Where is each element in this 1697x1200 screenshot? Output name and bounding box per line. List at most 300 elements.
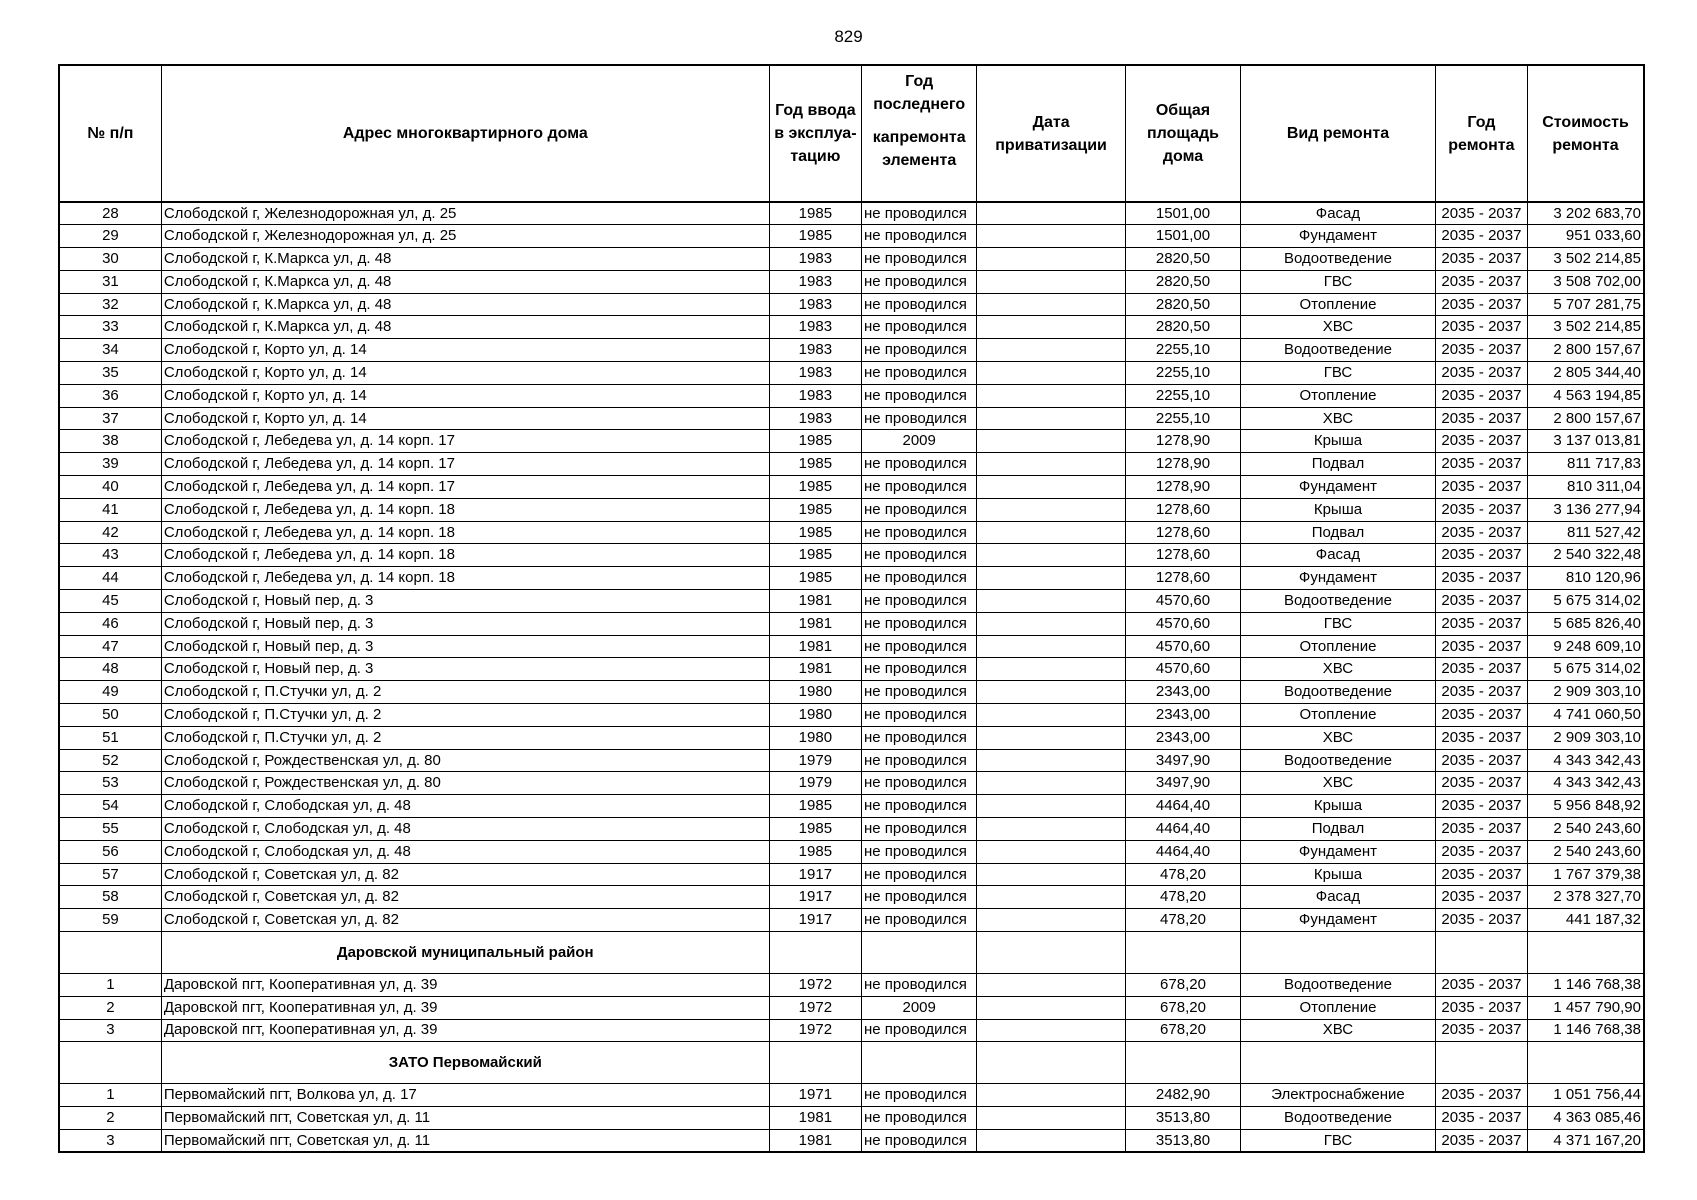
cell-repair-type: ХВС xyxy=(1241,316,1436,339)
cell-year-built: 1985 xyxy=(769,795,861,818)
cell-repair-type: Отопление xyxy=(1241,384,1436,407)
cell-address: Слободской г, Корто ул, д. 14 xyxy=(161,384,769,407)
table-row xyxy=(59,362,1644,385)
cell-num: 41 xyxy=(59,498,161,521)
cell-area: 4464,40 xyxy=(1125,795,1240,818)
table-row xyxy=(59,863,1644,886)
section-title: ЗАТО Первомайский xyxy=(161,1042,769,1084)
cell-last-repair: не проводился xyxy=(862,453,977,476)
cell-cost: 810 311,04 xyxy=(1528,476,1644,499)
cell-last-repair: не проводился xyxy=(862,248,977,271)
cell-area: 4570,60 xyxy=(1125,635,1240,658)
cell-area: 1501,00 xyxy=(1125,202,1240,225)
cell-area: 1501,00 xyxy=(1125,225,1240,248)
cell-area: 678,20 xyxy=(1125,1019,1240,1042)
cell-year-built: 1981 xyxy=(769,635,861,658)
cell-last-repair: не проводился xyxy=(862,612,977,635)
cell-last-repair: не проводился xyxy=(862,726,977,749)
cell-address: Даровской пгт, Кооперативная ул, д. 39 xyxy=(161,996,769,1019)
cell-cost: 3 137 013,81 xyxy=(1528,430,1644,453)
cell-num: 30 xyxy=(59,248,161,271)
cell-address: Слободской г, К.Маркса ул, д. 48 xyxy=(161,316,769,339)
cell-num: 39 xyxy=(59,453,161,476)
table-row xyxy=(59,726,1644,749)
cell-area: 1278,90 xyxy=(1125,453,1240,476)
cell-repair-period: 2035 - 2037 xyxy=(1435,498,1527,521)
cell-repair-type: ХВС xyxy=(1241,1019,1436,1042)
cell-last-repair: не проводился xyxy=(862,840,977,863)
cell-repair-type: Крыша xyxy=(1241,795,1436,818)
cell-repair-type: Водоотведение xyxy=(1241,749,1436,772)
cell-privatization xyxy=(977,476,1125,499)
cell-area: 2255,10 xyxy=(1125,339,1240,362)
cell-privatization xyxy=(977,658,1125,681)
cell-area: 678,20 xyxy=(1125,974,1240,997)
cell-num: 48 xyxy=(59,658,161,681)
cell-last-repair: не проводился xyxy=(862,658,977,681)
cell-cost: 810 120,96 xyxy=(1528,567,1644,590)
cell-cost: 441 187,32 xyxy=(1528,909,1644,932)
cell-last-repair: не проводился xyxy=(862,407,977,430)
table-row xyxy=(59,996,1644,1019)
table-row xyxy=(59,407,1644,430)
cell-area: 1278,60 xyxy=(1125,544,1240,567)
table-row xyxy=(59,430,1644,453)
cell-repair-type: Подвал xyxy=(1241,521,1436,544)
cell-area: 678,20 xyxy=(1125,996,1240,1019)
cell-cost: 3 202 683,70 xyxy=(1528,202,1644,225)
header-last-repair-line1: Год последнего xyxy=(873,73,966,113)
cell-repair-period: 2035 - 2037 xyxy=(1435,1129,1527,1152)
cell-year-built: 1983 xyxy=(769,384,861,407)
cell-address: Слободской г, Новый пер, д. 3 xyxy=(161,658,769,681)
cell-address: Слободской г, Новый пер, д. 3 xyxy=(161,612,769,635)
cell-year-built: 1917 xyxy=(769,909,861,932)
cell-privatization xyxy=(977,339,1125,362)
cell-last-repair: не проводился xyxy=(862,567,977,590)
cell-cost: 2 540 243,60 xyxy=(1528,840,1644,863)
cell-year-built: 1972 xyxy=(769,974,861,997)
cell-num: 51 xyxy=(59,726,161,749)
cell-privatization xyxy=(977,726,1125,749)
cell-year-built: 1979 xyxy=(769,749,861,772)
cell-repair-type: Фасад xyxy=(1241,202,1436,225)
cell-repair-period: 2035 - 2037 xyxy=(1435,681,1527,704)
cell-year-built: 1985 xyxy=(769,453,861,476)
section-empty-cell xyxy=(1241,1042,1436,1084)
section-empty-cell xyxy=(977,1042,1125,1084)
cell-address: Слободской г, Рождественская ул, д. 80 xyxy=(161,749,769,772)
cell-cost: 2 800 157,67 xyxy=(1528,407,1644,430)
cell-repair-type: Отопление xyxy=(1241,704,1436,727)
cell-area: 4570,60 xyxy=(1125,590,1240,613)
cell-num: 1 xyxy=(59,1084,161,1107)
cell-privatization xyxy=(977,202,1125,225)
cell-repair-type: ХВС xyxy=(1241,726,1436,749)
cell-privatization xyxy=(977,293,1125,316)
cell-repair-period: 2035 - 2037 xyxy=(1435,590,1527,613)
cell-year-built: 1983 xyxy=(769,248,861,271)
cell-num: 31 xyxy=(59,270,161,293)
cell-address: Слободской г, П.Стучки ул, д. 2 xyxy=(161,681,769,704)
cell-year-built: 1981 xyxy=(769,658,861,681)
cell-repair-type: ХВС xyxy=(1241,407,1436,430)
cell-year-built: 1983 xyxy=(769,270,861,293)
cell-last-repair: не проводился xyxy=(862,316,977,339)
cell-year-built: 1980 xyxy=(769,681,861,704)
cell-num: 2 xyxy=(59,1107,161,1130)
cell-cost: 3 502 214,85 xyxy=(1528,248,1644,271)
cell-repair-period: 2035 - 2037 xyxy=(1435,886,1527,909)
cell-address: Слободской г, Корто ул, д. 14 xyxy=(161,339,769,362)
repair-program-table xyxy=(58,64,1645,1153)
cell-repair-period: 2035 - 2037 xyxy=(1435,293,1527,316)
cell-cost: 2 805 344,40 xyxy=(1528,362,1644,385)
cell-last-repair: 2009 xyxy=(862,996,977,1019)
cell-repair-period: 2035 - 2037 xyxy=(1435,658,1527,681)
cell-area: 2343,00 xyxy=(1125,726,1240,749)
cell-address: Слободской г, Слободская ул, д. 48 xyxy=(161,795,769,818)
table-row xyxy=(59,795,1644,818)
cell-privatization xyxy=(977,909,1125,932)
cell-area: 4464,40 xyxy=(1125,818,1240,841)
cell-repair-period: 2035 - 2037 xyxy=(1435,202,1527,225)
cell-last-repair: не проводился xyxy=(862,863,977,886)
cell-cost: 9 248 609,10 xyxy=(1528,635,1644,658)
cell-last-repair: не проводился xyxy=(862,498,977,521)
cell-cost: 4 563 194,85 xyxy=(1528,384,1644,407)
cell-num: 59 xyxy=(59,909,161,932)
cell-last-repair: не проводился xyxy=(862,909,977,932)
cell-privatization xyxy=(977,430,1125,453)
table-row xyxy=(59,909,1644,932)
cell-repair-period: 2035 - 2037 xyxy=(1435,225,1527,248)
cell-privatization xyxy=(977,521,1125,544)
table-row xyxy=(59,202,1644,225)
table-row xyxy=(59,1129,1644,1152)
cell-year-built: 1983 xyxy=(769,293,861,316)
cell-cost: 5 675 314,02 xyxy=(1528,658,1644,681)
cell-repair-period: 2035 - 2037 xyxy=(1435,248,1527,271)
cell-repair-type: Водоотведение xyxy=(1241,590,1436,613)
cell-last-repair: не проводился xyxy=(862,339,977,362)
cell-address: Слободской г, Советская ул, д. 82 xyxy=(161,863,769,886)
cell-last-repair: не проводился xyxy=(862,270,977,293)
cell-num: 49 xyxy=(59,681,161,704)
cell-repair-period: 2035 - 2037 xyxy=(1435,772,1527,795)
cell-area: 4570,60 xyxy=(1125,658,1240,681)
cell-privatization xyxy=(977,772,1125,795)
cell-last-repair: не проводился xyxy=(862,681,977,704)
cell-address: Первомайский пгт, Советская ул, д. 11 xyxy=(161,1129,769,1152)
cell-repair-type: Водоотведение xyxy=(1241,248,1436,271)
table-row xyxy=(59,681,1644,704)
cell-num: 52 xyxy=(59,749,161,772)
cell-privatization xyxy=(977,316,1125,339)
cell-cost: 5 685 826,40 xyxy=(1528,612,1644,635)
table-row xyxy=(59,840,1644,863)
cell-last-repair: не проводился xyxy=(862,202,977,225)
section-empty-cell xyxy=(1125,1042,1240,1084)
cell-num: 56 xyxy=(59,840,161,863)
cell-privatization xyxy=(977,1107,1125,1130)
table-row xyxy=(59,544,1644,567)
cell-repair-type: Фасад xyxy=(1241,886,1436,909)
cell-address: Слободской г, К.Маркса ул, д. 48 xyxy=(161,293,769,316)
header-cost: Стоимость ремонта xyxy=(1528,65,1644,202)
cell-repair-period: 2035 - 2037 xyxy=(1435,612,1527,635)
cell-repair-type: ГВС xyxy=(1241,270,1436,293)
cell-repair-period: 2035 - 2037 xyxy=(1435,1019,1527,1042)
section-empty-cell xyxy=(1435,1042,1527,1084)
cell-repair-type: Фундамент xyxy=(1241,840,1436,863)
cell-repair-type: Отопление xyxy=(1241,635,1436,658)
table-row xyxy=(59,339,1644,362)
cell-repair-type: ХВС xyxy=(1241,658,1436,681)
cell-address: Слободской г, П.Стучки ул, д. 2 xyxy=(161,726,769,749)
cell-last-repair: не проводился xyxy=(862,1129,977,1152)
table-row xyxy=(59,974,1644,997)
cell-area: 4464,40 xyxy=(1125,840,1240,863)
cell-cost: 2 909 303,10 xyxy=(1528,681,1644,704)
cell-repair-period: 2035 - 2037 xyxy=(1435,362,1527,385)
cell-address: Слободской г, Новый пер, д. 3 xyxy=(161,590,769,613)
cell-repair-period: 2035 - 2037 xyxy=(1435,749,1527,772)
cell-area: 2343,00 xyxy=(1125,681,1240,704)
cell-year-built: 1985 xyxy=(769,430,861,453)
cell-repair-type: Водоотведение xyxy=(1241,1107,1436,1130)
cell-repair-type: Подвал xyxy=(1241,818,1436,841)
cell-repair-type: Фундамент xyxy=(1241,567,1436,590)
cell-privatization xyxy=(977,498,1125,521)
cell-cost: 1 457 790,90 xyxy=(1528,996,1644,1019)
table-row xyxy=(59,612,1644,635)
cell-address: Первомайский пгт, Волкова ул, д. 17 xyxy=(161,1084,769,1107)
cell-address: Слободской г, Советская ул, д. 82 xyxy=(161,886,769,909)
table-row xyxy=(59,293,1644,316)
cell-privatization xyxy=(977,886,1125,909)
cell-year-built: 1983 xyxy=(769,407,861,430)
cell-year-built: 1981 xyxy=(769,1129,861,1152)
cell-num: 32 xyxy=(59,293,161,316)
cell-year-built: 1985 xyxy=(769,567,861,590)
cell-repair-type: ХВС xyxy=(1241,772,1436,795)
cell-repair-period: 2035 - 2037 xyxy=(1435,384,1527,407)
cell-area: 1278,60 xyxy=(1125,498,1240,521)
cell-last-repair: 2009 xyxy=(862,430,977,453)
cell-year-built: 1985 xyxy=(769,521,861,544)
cell-address: Слободской г, Корто ул, д. 14 xyxy=(161,407,769,430)
cell-year-built: 1985 xyxy=(769,840,861,863)
cell-address: Первомайский пгт, Советская ул, д. 11 xyxy=(161,1107,769,1130)
cell-privatization xyxy=(977,544,1125,567)
cell-last-repair: не проводился xyxy=(862,772,977,795)
cell-cost: 1 767 379,38 xyxy=(1528,863,1644,886)
cell-repair-period: 2035 - 2037 xyxy=(1435,840,1527,863)
cell-num: 58 xyxy=(59,886,161,909)
cell-area: 2820,50 xyxy=(1125,293,1240,316)
table-row xyxy=(59,567,1644,590)
header-last-repair-line2: капремонта элемента xyxy=(872,129,966,169)
cell-last-repair: не проводился xyxy=(862,749,977,772)
cell-privatization xyxy=(977,996,1125,1019)
cell-last-repair: не проводился xyxy=(862,521,977,544)
table-row xyxy=(59,1107,1644,1130)
cell-privatization xyxy=(977,818,1125,841)
cell-num: 38 xyxy=(59,430,161,453)
cell-privatization xyxy=(977,681,1125,704)
cell-address: Слободской г, К.Маркса ул, д. 48 xyxy=(161,248,769,271)
header-privatization: Дата приватизации xyxy=(977,65,1125,202)
cell-year-built: 1983 xyxy=(769,339,861,362)
cell-repair-period: 2035 - 2037 xyxy=(1435,339,1527,362)
table-row xyxy=(59,635,1644,658)
cell-area: 2255,10 xyxy=(1125,362,1240,385)
cell-area: 2820,50 xyxy=(1125,248,1240,271)
cell-repair-period: 2035 - 2037 xyxy=(1435,476,1527,499)
cell-repair-type: Электроснабжение xyxy=(1241,1084,1436,1107)
cell-num: 29 xyxy=(59,225,161,248)
section-empty-cell xyxy=(977,932,1125,974)
cell-address: Слободской г, Слободская ул, д. 48 xyxy=(161,840,769,863)
cell-area: 2255,10 xyxy=(1125,384,1240,407)
cell-privatization xyxy=(977,1129,1125,1152)
cell-privatization xyxy=(977,863,1125,886)
cell-repair-period: 2035 - 2037 xyxy=(1435,521,1527,544)
cell-cost: 4 363 085,46 xyxy=(1528,1107,1644,1130)
cell-area: 1278,90 xyxy=(1125,476,1240,499)
cell-repair-type: Крыша xyxy=(1241,863,1436,886)
cell-repair-type: Отопление xyxy=(1241,996,1436,1019)
cell-privatization xyxy=(977,1019,1125,1042)
cell-cost: 3 508 702,00 xyxy=(1528,270,1644,293)
cell-last-repair: не проводился xyxy=(862,1084,977,1107)
cell-repair-period: 2035 - 2037 xyxy=(1435,818,1527,841)
cell-cost: 3 502 214,85 xyxy=(1528,316,1644,339)
cell-year-built: 1981 xyxy=(769,1107,861,1130)
section-empty-cell xyxy=(769,932,861,974)
cell-address: Слободской г, Лебедева ул, д. 14 корп. 18 xyxy=(161,567,769,590)
cell-repair-period: 2035 - 2037 xyxy=(1435,407,1527,430)
cell-num: 3 xyxy=(59,1019,161,1042)
section-empty-cell xyxy=(1435,932,1527,974)
cell-address: Слободской г, Слободская ул, д. 48 xyxy=(161,818,769,841)
cell-num: 40 xyxy=(59,476,161,499)
cell-cost: 2 378 327,70 xyxy=(1528,886,1644,909)
section-header-darovskoy xyxy=(59,932,1644,974)
cell-last-repair: не проводился xyxy=(862,590,977,613)
cell-address: Слободской г, Лебедева ул, д. 14 корп. 18 xyxy=(161,521,769,544)
cell-privatization xyxy=(977,590,1125,613)
cell-privatization xyxy=(977,407,1125,430)
cell-area: 2255,10 xyxy=(1125,407,1240,430)
cell-address: Слободской г, Лебедева ул, д. 14 корп. 18 xyxy=(161,544,769,567)
cell-last-repair: не проводился xyxy=(862,1019,977,1042)
cell-cost: 951 033,60 xyxy=(1528,225,1644,248)
cell-area: 4570,60 xyxy=(1125,612,1240,635)
cell-address: Слободской г, Лебедева ул, д. 14 корп. 17 xyxy=(161,476,769,499)
cell-cost: 811 717,83 xyxy=(1528,453,1644,476)
table-row xyxy=(59,270,1644,293)
table-row xyxy=(59,248,1644,271)
cell-last-repair: не проводился xyxy=(862,225,977,248)
cell-repair-period: 2035 - 2037 xyxy=(1435,544,1527,567)
cell-privatization xyxy=(977,704,1125,727)
cell-num: 43 xyxy=(59,544,161,567)
cell-cost: 2 909 303,10 xyxy=(1528,726,1644,749)
cell-num: 54 xyxy=(59,795,161,818)
table-row xyxy=(59,316,1644,339)
cell-privatization xyxy=(977,453,1125,476)
cell-num: 33 xyxy=(59,316,161,339)
cell-area: 3497,90 xyxy=(1125,772,1240,795)
header-row xyxy=(59,65,1644,202)
cell-repair-period: 2035 - 2037 xyxy=(1435,316,1527,339)
cell-year-built: 1972 xyxy=(769,996,861,1019)
cell-year-built: 1917 xyxy=(769,886,861,909)
cell-year-built: 1983 xyxy=(769,316,861,339)
cell-repair-type: Крыша xyxy=(1241,498,1436,521)
cell-year-built: 1985 xyxy=(769,544,861,567)
cell-area: 2482,90 xyxy=(1125,1084,1240,1107)
cell-repair-period: 2035 - 2037 xyxy=(1435,453,1527,476)
cell-last-repair: не проводился xyxy=(862,635,977,658)
cell-last-repair: не проводился xyxy=(862,544,977,567)
cell-year-built: 1980 xyxy=(769,704,861,727)
section-empty-cell xyxy=(1125,932,1240,974)
cell-last-repair: не проводился xyxy=(862,476,977,499)
cell-cost: 3 136 277,94 xyxy=(1528,498,1644,521)
cell-num: 46 xyxy=(59,612,161,635)
cell-area: 2343,00 xyxy=(1125,704,1240,727)
cell-repair-period: 2035 - 2037 xyxy=(1435,726,1527,749)
table-row xyxy=(59,886,1644,909)
cell-num: 28 xyxy=(59,202,161,225)
cell-area: 3513,80 xyxy=(1125,1107,1240,1130)
cell-address: Слободской г, П.Стучки ул, д. 2 xyxy=(161,704,769,727)
cell-num: 36 xyxy=(59,384,161,407)
page-number: 829 xyxy=(834,27,863,46)
cell-privatization xyxy=(977,384,1125,407)
cell-year-built: 1985 xyxy=(769,225,861,248)
cell-repair-type: ГВС xyxy=(1241,362,1436,385)
header-num: № п/п xyxy=(59,65,161,202)
cell-privatization xyxy=(977,635,1125,658)
cell-repair-period: 2035 - 2037 xyxy=(1435,704,1527,727)
table-row xyxy=(59,476,1644,499)
cell-cost: 5 956 848,92 xyxy=(1528,795,1644,818)
section-empty-cell xyxy=(1528,932,1644,974)
cell-repair-period: 2035 - 2037 xyxy=(1435,1107,1527,1130)
cell-year-built: 1917 xyxy=(769,863,861,886)
cell-last-repair: не проводился xyxy=(862,818,977,841)
cell-cost: 5 707 281,75 xyxy=(1528,293,1644,316)
table-row xyxy=(59,225,1644,248)
cell-year-built: 1985 xyxy=(769,818,861,841)
table-row xyxy=(59,384,1644,407)
cell-repair-type: Водоотведение xyxy=(1241,974,1436,997)
cell-cost: 5 675 314,02 xyxy=(1528,590,1644,613)
table-row xyxy=(59,818,1644,841)
cell-repair-type: Крыша xyxy=(1241,430,1436,453)
cell-address: Слободской г, Железнодорожная ул, д. 25 xyxy=(161,202,769,225)
section-header-pervomaysky xyxy=(59,1042,1644,1084)
cell-address: Слободской г, Рождественская ул, д. 80 xyxy=(161,772,769,795)
cell-year-built: 1981 xyxy=(769,590,861,613)
cell-year-built: 1979 xyxy=(769,772,861,795)
cell-num: 37 xyxy=(59,407,161,430)
header-last-repair xyxy=(862,65,977,202)
